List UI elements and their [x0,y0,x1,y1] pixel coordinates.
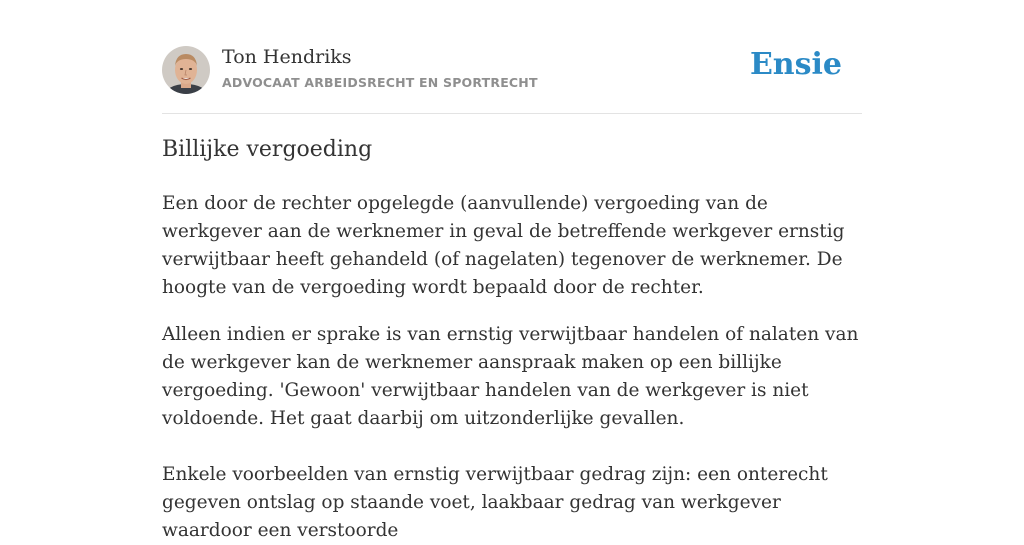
article-paragraph: Alleen indien er sprake is van ernstig verwijtbaar handelen of nalaten van de werkgever kan de werknemer aanspraak maken op een billijke vergoeding. 'Gewoon' verwijtbaar handelen van de werkgever is niet voldoende. Het gaat daarbij om uitzonderlijke gevallen. [162,324,859,429]
article-header [162,0,862,114]
author-name[interactable]: Ton Hendriks [222,46,352,68]
author-portrait-icon [162,46,210,94]
article-page [162,0,862,541]
author-role: ADVOCAAT ARBEIDSRECHT EN SPORTRECHT [222,75,538,90]
article-paragraph: Een door de rechter opgelegde (aanvullende) vergoeding van de werkgever aan de werknemer in geval de betreffende werkgever ernstig verwijtbaar heeft gehandeld (of nagelaten) tegenover de werknemer. De hoogte van de vergoeding wordt bepaald door de rechter. [162,193,845,298]
author-avatar[interactable] [162,46,210,94]
article-paragraph: Enkele voorbeelden van ernstig verwijtbaar gedrag zijn: een onterecht gegeven ontslag op staande voet, laakbaar gedrag van werkgever waardoor een verstoorde [162,464,828,541]
article-title: Billijke vergoeding [162,137,373,162]
ensie-logo[interactable]: Ensie [749,47,842,82]
